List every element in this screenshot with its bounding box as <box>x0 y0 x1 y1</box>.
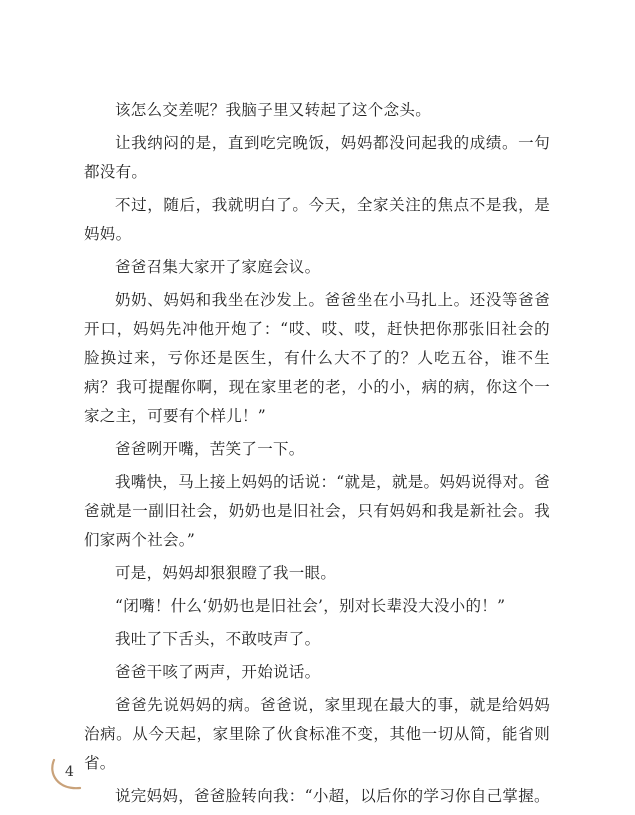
paragraph: 爸爸干咳了两声，开始说话。 <box>115 663 321 681</box>
paragraph: 让我纳闷的是，直到吃完晚饭，妈妈都没问起我的成绩。一句都没有。 <box>84 134 550 181</box>
paragraph: 我吐了下舌头，不敢吱声了。 <box>115 630 321 648</box>
paragraph: 爸爸先说妈妈的病。爸爸说，家里现在最大的事，就是给妈妈治病。从今天起，家里除了伙食标准不变，其他一切从简，能省则省。 <box>84 696 550 772</box>
paragraph: 爸爸咧开嘴，苦笑了一下。 <box>115 440 305 458</box>
body-text <box>84 96 550 815</box>
paragraph: 爸爸召集大家开了家庭会议。 <box>115 258 321 276</box>
paragraph: 我嘴快，马上接上妈妈的话说：“就是，就是。妈妈说得对。爸爸就是一副旧社会，奶奶也是旧社会，只有妈妈和我是新社会。我们家两个社会。” <box>84 473 550 549</box>
paragraph: 说完妈妈，爸爸脸转向我：“小超，以后你的学习你自己掌握。 <box>115 787 550 805</box>
paragraph: 奶奶、妈妈和我坐在沙发上。爸爸坐在小马扎上。还没等爸爸开口，妈妈先冲他开炮了：“哎、哎、哎，赶快把你那张旧社会的脸换过来，亏你还是医生，有什么大不了的？人吃五谷，谁不生病？我可提醒你啊，现在家里老的老，小的小，病的病，你这个一家之主，可要有个样儿！” <box>84 291 550 425</box>
paragraph: 该怎么交差呢？我脑子里又转起了这个念头。 <box>115 101 432 119</box>
paragraph: 可是，妈妈却狠狠瞪了我一眼。 <box>115 564 337 582</box>
page-number: 4 <box>65 764 74 780</box>
paragraph: 不过，随后，我就明白了。今天，全家关注的焦点不是我，是妈妈。 <box>84 196 550 243</box>
paragraph: “闭嘴！什么‘奶奶也是旧社会’，别对长辈没大没小的！” <box>115 597 506 615</box>
